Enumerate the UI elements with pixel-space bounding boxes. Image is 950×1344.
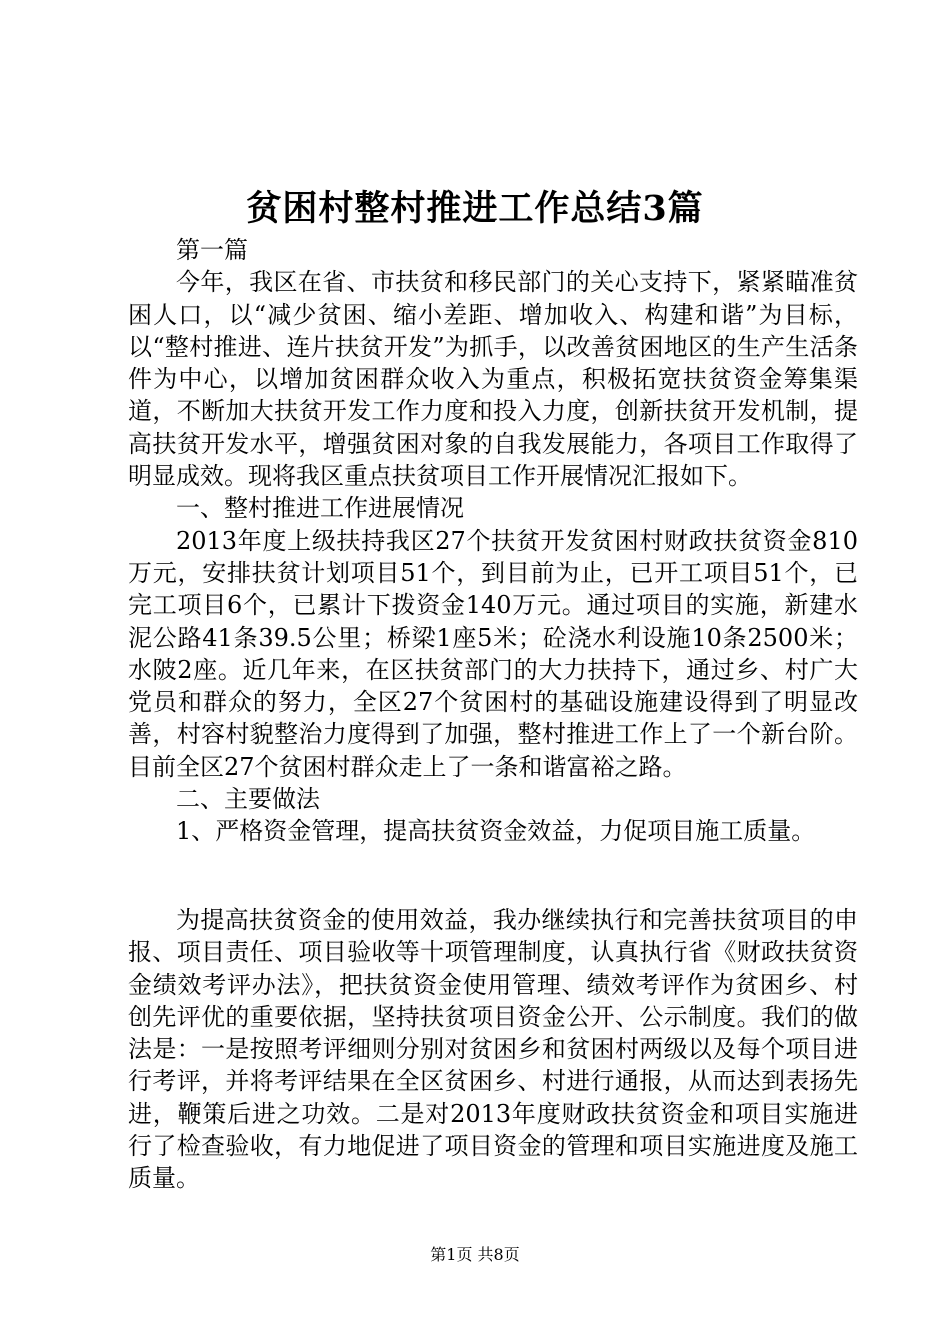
progress-paragraph: 2013年度上级扶持我区27个扶贫开发贫困村财政扶贫资金810万元，安排扶贫计划项目51个，到目前为止，已开工项目51个，已完工项目6个，已累计下拨资金140万元。通过项目的实施，新建水泥公路41条39.5公里；桥梁1座5米；砼浇水利设施10条2500米；水陂2座。近几年来，在区扶贫部门的大力扶持下，通过乡、村广大党员和群众的努力，全区27个贫困村的基础设施建设得到了明显改善，村容村貌整治力度得到了加强，整村推进工作上了一个新台阶。目前全区27个贫困村群众走上了一条和谐富裕之路。 xyxy=(128,526,858,781)
section-heading-first: 第一篇 xyxy=(176,236,248,264)
intro-paragraph: 今年，我区在省、市扶贫和移民部门的关心支持下，紧紧瞄准贫困人口，以“减少贫困、缩小差距、增加收入、构建和谐”为目标，以“整村推进、连片扶贫开发”为抓手，以改善贫困地区的生产生活条件为中心，以增加贫困群众收入为重点，积极拓宽扶贫资金筹集渠道，不断加大扶贫开发工作力度和投入力度，创新扶贫开发机制，提高扶贫开发水平，增强贫困对象的自我发展能力，各项目工作取得了明显成效。现将我区重点扶贫项目工作开展情况汇报如下。 xyxy=(128,268,858,491)
document-title: 贫困村整村推进工作总结3篇 xyxy=(246,188,704,229)
section-heading-progress: 一、整村推进工作进展情况 xyxy=(176,494,464,523)
method-item-1: 1、严格资金管理，提高扶贫资金效益，力促项目施工质量。 xyxy=(176,817,816,846)
body-section-2 xyxy=(128,904,858,1195)
method-paragraph: 为提高扶贫资金的使用效益，我办继续执行和完善扶贫项目的申报、项目责任、项目验收等十项管理制度，认真执行省《财政扶贫资金绩效考评办法》，把扶贫资金使用管理、绩效考评作为贫困乡、村创先评优的重要依据，坚持扶贫项目资金公开、公示制度。我们的做法是：一是按照考评细则分别对贫困乡和贫困村两级以及每个项目进行考评，并将考评结果在全区贫困乡、村进行通报，从而达到表扬先进，鞭策后进之功效。二是对2013年度财政扶贫资金和项目实施进行了检查验收，有力地促进了项目资金的管理和项目实施进度及施工质量。 xyxy=(128,906,858,1193)
page-footer: 第1页 共8页 xyxy=(430,1245,520,1264)
section-heading-methods: 二、主要做法 xyxy=(176,785,320,814)
body-section-1 xyxy=(128,234,858,848)
